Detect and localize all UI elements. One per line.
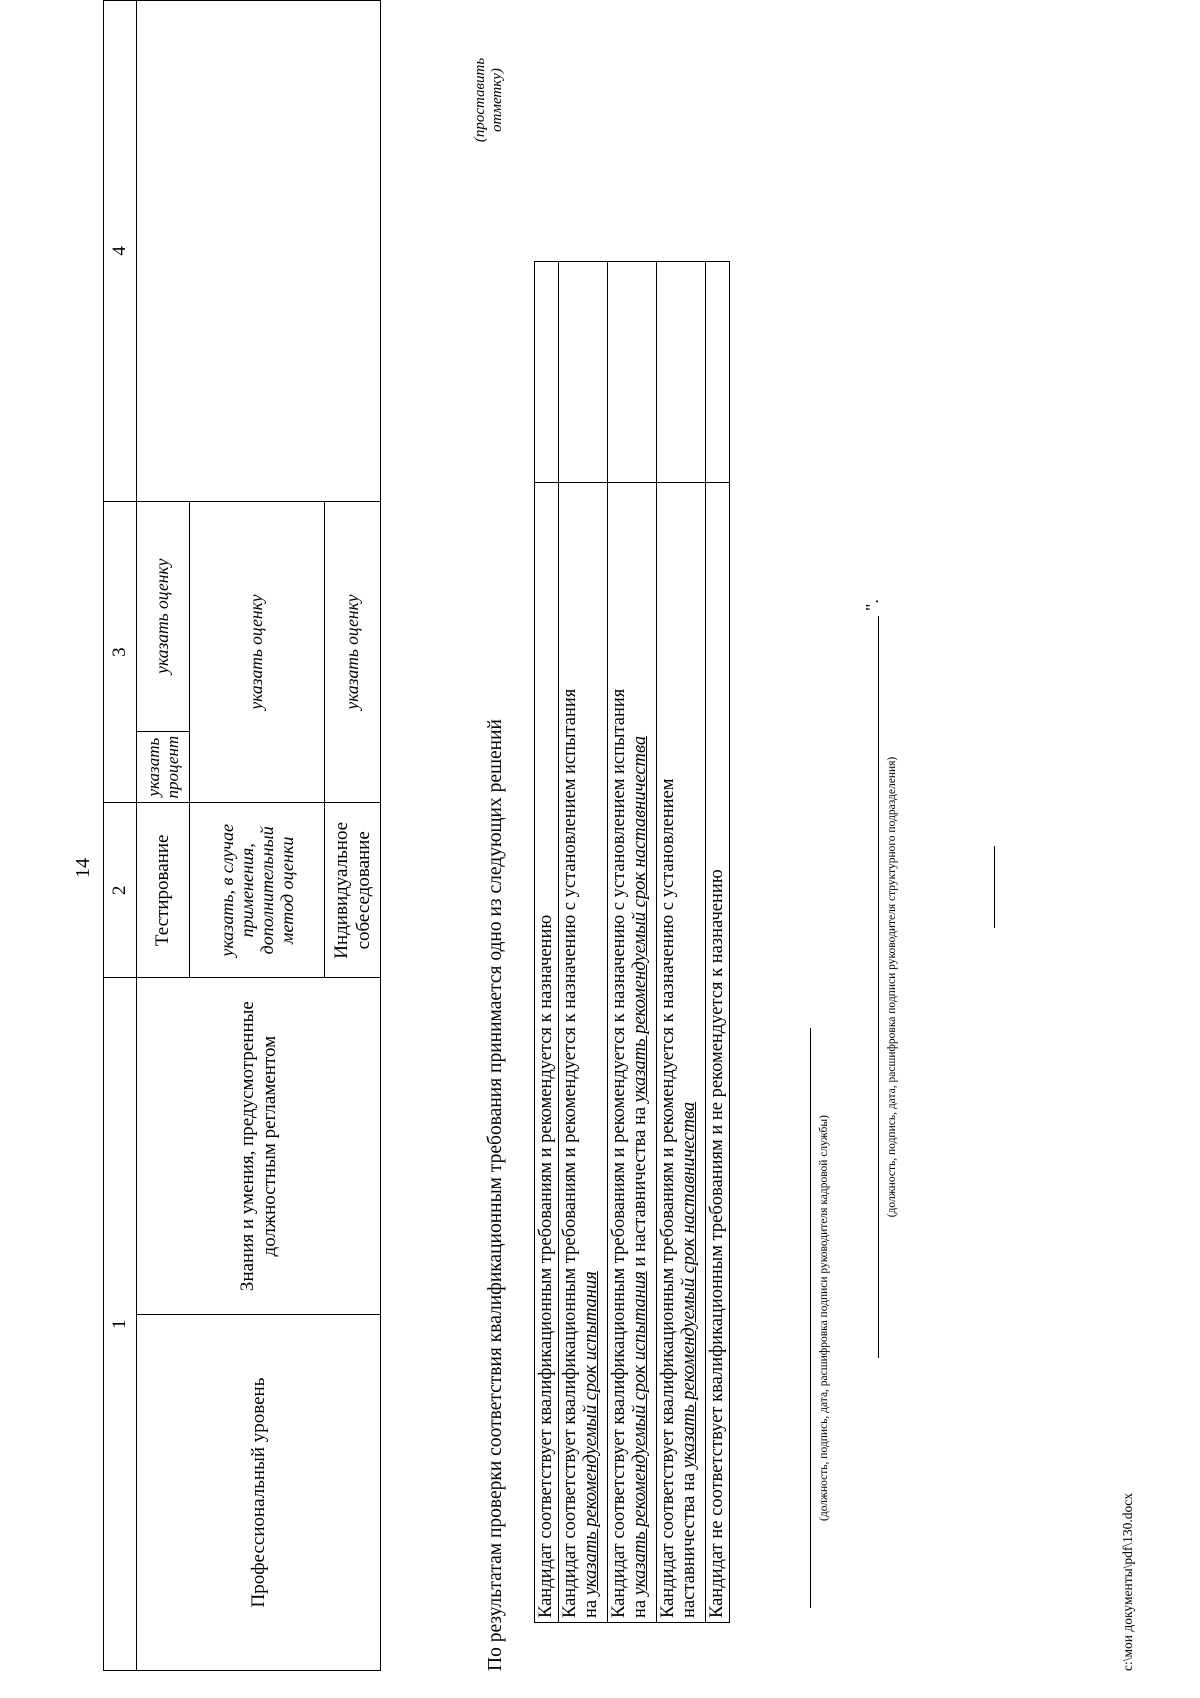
decision-mark-cell[interactable] [706, 262, 730, 483]
decision-mark-cell[interactable] [657, 262, 706, 483]
header-row [104, 1, 137, 1671]
decision-text [608, 483, 657, 1623]
assessment-table [103, 0, 381, 1671]
decision-table [534, 261, 730, 1623]
testing-score-cell: указать оценку [137, 501, 190, 731]
testing-row [137, 1, 190, 1671]
interview-method-cell: Индивидуальное собеседование [325, 803, 381, 978]
decision-text [535, 483, 559, 1623]
decision-mark-cell[interactable] [535, 262, 559, 483]
decision-row [559, 262, 608, 1623]
header-col-3: 3 [104, 501, 137, 803]
professional-level-cell: Профессиональный уровень [137, 1315, 381, 1671]
decision-4-prefix: наставничества на [679, 1468, 700, 1618]
decision-4-line2 [679, 487, 700, 1618]
decision-1-text: Кандидат соответствует квалификационным требованиям и рекомендуется к назначению [536, 914, 556, 1618]
closing-quote: ". [862, 599, 882, 611]
mark-cell [137, 1, 381, 502]
decision-row [608, 262, 657, 1623]
mark-hint: (проставить отметку) [472, 57, 505, 143]
decision-4-line1: Кандидат соответствует квалификационным требованиям и рекомендуется к назначению с установлением [658, 778, 679, 1618]
additional-score-cell: указать оценку [190, 501, 325, 803]
header-col-1: 1 [104, 978, 137, 1671]
testing-method-cell: Тестирование [137, 803, 190, 978]
decision-5-text: Кандидат не соответствует квалификационным требованиям и не рекомендуется к назначению [707, 869, 728, 1618]
decision-3-mid: и наставничества на [630, 1102, 651, 1272]
decision-row [535, 262, 559, 1623]
decision-row [657, 262, 706, 1623]
knowledge-skills-cell: Знания и умения, предусмотренные должностным регламентом [137, 978, 381, 1315]
hr-signature-line[interactable] [810, 1028, 811, 1608]
decision-2-field: указать рекомендуемый срок испытания [581, 1271, 602, 1596]
interview-score-cell: указать оценку [325, 501, 381, 803]
decision-text [559, 483, 608, 1623]
separator-line [994, 846, 995, 928]
decision-2-line1: Кандидат соответствует квалификационным требованиям и рекомендуется к назначению с установлением испытания [560, 688, 581, 1618]
footer-file-path: c:\мои документы\pdf\130.docx [1120, 1492, 1135, 1671]
decision-3-prefix: на [630, 1595, 651, 1618]
decision-3-field2: указать рекомендуемый срок наставничества [630, 735, 651, 1103]
hr-signature-caption: (должность, подпись, дата, расшифровка подписи руководителя кадровой службы) [818, 1115, 830, 1521]
decision-3-field: указать рекомендуемый срок испытания [630, 1271, 651, 1596]
decision-intro-text: По результатам проверки соответствия квалификационным требования принимается одно из следующих решений [485, 719, 506, 1671]
decision-4-field: указать рекомендуемый срок наставничества [679, 1101, 700, 1469]
page-number: 14 [72, 858, 94, 878]
unit-signature-line[interactable] [878, 616, 879, 1358]
additional-method-cell: указать, в случае применения, дополнительный метод оценки [190, 803, 325, 978]
header-col-4: 4 [104, 1, 137, 502]
decision-3-line2 [630, 487, 651, 1618]
decision-row [706, 262, 730, 1623]
decision-text [706, 483, 730, 1623]
header-col-2: 2 [104, 803, 137, 978]
unit-signature-caption: (должность, подпись, дата, расшифровка подписи руководителя структурного подразделения) [886, 756, 898, 1218]
decision-2-prefix: на [581, 1595, 602, 1618]
decision-2-line2 [581, 487, 602, 1618]
decision-3-line1: Кандидат соответствует квалификационным требованиям и рекомендуется к назначению с установлением испытания [609, 688, 630, 1618]
decision-text [657, 483, 706, 1623]
decision-mark-cell[interactable] [608, 262, 657, 483]
decision-mark-cell[interactable] [559, 262, 608, 483]
percent-cell: указать процент [137, 731, 190, 803]
